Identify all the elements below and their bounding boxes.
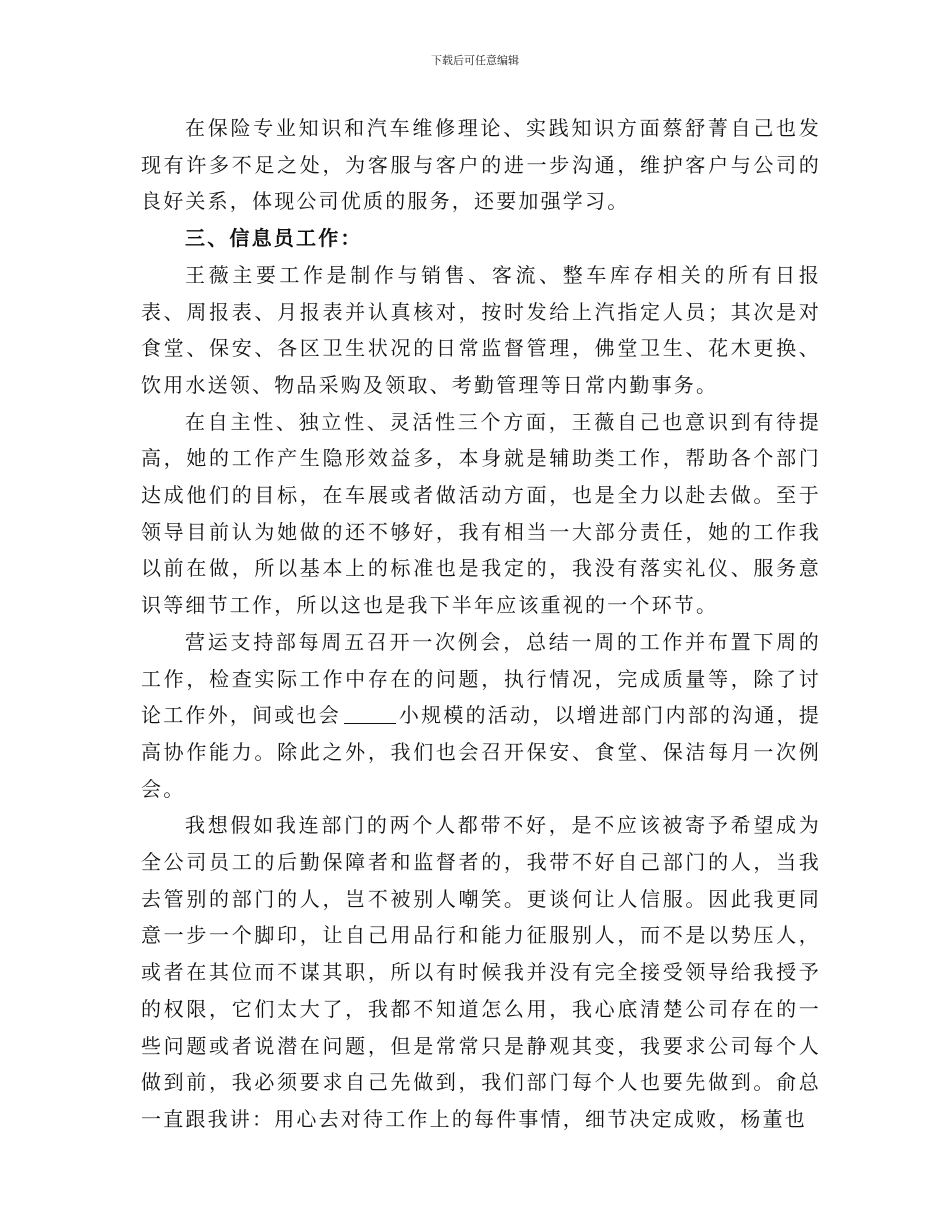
page-header: 下载后可任意编辑 <box>431 54 519 67</box>
paragraph-weekly-meeting-part2: 小规模的活动，以增进部门内部的沟通，提高协作能力。除此之外，我们也会召开保安、食堂、保洁每月一次例会。 <box>141 703 821 801</box>
paragraph-insurance-knowledge: 在保险专业知识和汽车维修理论、实践知识方面蔡舒菁自己也发现有许多不足之处，为客服与客户的进一步沟通，维护客户与公司的良好关系，体现公司优质的服务，还要加强学习。 <box>141 116 821 214</box>
paragraph-weekly-meeting <box>141 624 821 808</box>
fill-in-blank <box>344 705 396 724</box>
section-heading-info-clerk: 三、信息员工作： <box>185 226 363 251</box>
paragraph-wangwei-improvement: 在自主性、独立性、灵活性三个方面，王薇自己也意识到有待提高，她的工作产生隐形效益多，本身就是辅助类工作，帮助各个部门达成他们的目标，在车展或者做活动方面，也是全力以赴去做。至于领导目前认为她做的还不够好，我有相当一大部分责任，她的工作我以前在做，所以基本上的标准也是我定的，我没有落实礼仪、服务意识等细节工作，所以这也是我下半年应该重视的一个环节。 <box>141 409 821 618</box>
paragraph-wangwei-duties: 王薇主要工作是制作与销售、客流、整车库存相关的所有日报表、周报表、月报表并认真核对，按时发给上汽指定人员；其次是对食堂、保安、各区卫生状况的日常监督管理，佛堂卫生、花木更换、饮用水送领、物品采购及领取、考勤管理等日常内勤事务。 <box>141 262 821 397</box>
paragraph-leadership-reflection: 我想假如我连部门的两个人都带不好，是不应该被寄予希望成为全公司员工的后勤保障者和监督者的，我带不好自己部门的人，当我去管别的部门的人，岂不被别人嘲笑。更谈何让人信服。因此我更同意一步一个脚印，让自己用品行和能力征服别人，而不是以势压人，或者在其位而不谋其职，所以有时候我并没有完全接受领导给我授予的权限，它们太大了，我都不知道怎么用，我心底清楚公司存在的一些问题或者说潜在问题，但是常常只是静观其变，我要求公司每个人做到前，我必须要求自己先做到，我们部门每个人也要先做到。俞总一直跟我讲：用心去对待工作上的每件事情，细节决定成败，杨董也 <box>141 813 821 1131</box>
paragraph-weekly-meeting-part1: 营运支持部每周五召开一次例会，总结一周的工作并布置下周的工作，检查实际工作中存在的问题，执行情况，完成质量等，除了讨论工作外，间或也会 <box>141 629 821 728</box>
document-body <box>141 110 821 1138</box>
